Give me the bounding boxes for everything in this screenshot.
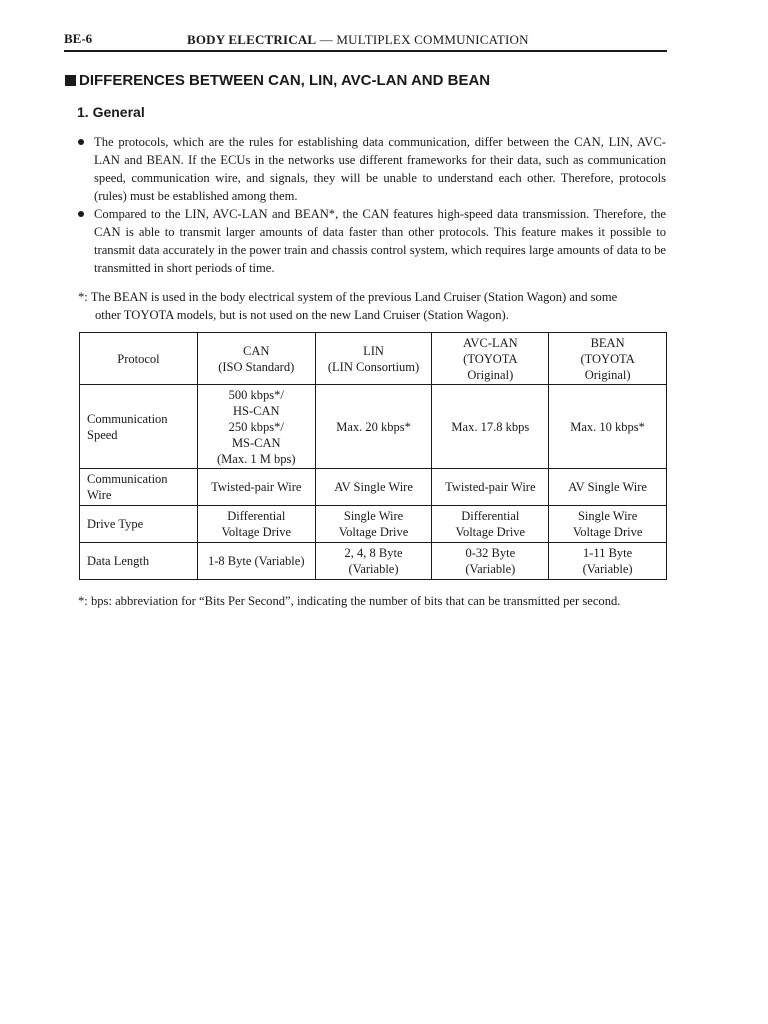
bullet-paragraph: Compared to the LIN, AVC-LAN and BEAN*, the CAN features high-speed data transmission. Therefore, the CAN is able to transmit larger amounts of data faster than other protocols. This feature makes it possible to transmit data accurately in the power train and chassis control system, which requires large amounts of data to be transmitted in short periods of time. <box>94 207 666 275</box>
table-cell: AV Single Wire <box>549 469 667 506</box>
table-cell: 1-8 Byte (Variable) <box>197 543 315 580</box>
table-row <box>80 543 667 580</box>
table-header-cell: CAN (ISO Standard) <box>197 333 315 385</box>
table-row-label: Data Length <box>80 543 198 580</box>
table-cell: 500 kbps*/ HS-CAN 250 kbps*/ MS-CAN (Max. 1 M bps) <box>197 385 315 469</box>
table-cell: Single Wire Voltage Drive <box>315 506 432 543</box>
table-header-cell: BEAN (TOYOTA Original) <box>549 333 667 385</box>
table-cell: AV Single Wire <box>315 469 432 506</box>
section-title-text: DIFFERENCES BETWEEN CAN, LIN, AVC-LAN AND BEAN <box>79 72 491 89</box>
page-number: BE-6 <box>64 31 93 46</box>
table-cell: Single Wire Voltage Drive <box>549 506 667 543</box>
table-cell: Max. 17.8 kbps <box>432 385 549 469</box>
table-cell: 0-32 Byte (Variable) <box>432 543 549 580</box>
bean-footnote-line: other TOYOTA models, but is not used on the new Land Cruiser (Station Wagon). <box>95 308 509 322</box>
table-cell: Twisted-pair Wire <box>432 469 549 506</box>
table-row <box>80 506 667 543</box>
running-title <box>187 32 529 48</box>
table-row <box>80 385 667 469</box>
table-header-cell: AVC-LAN (TOYOTA Original) <box>432 333 549 385</box>
section-title <box>65 72 490 89</box>
black-square-icon <box>65 75 76 86</box>
table-row-label: Drive Type <box>80 506 198 543</box>
table-cell: Max. 10 kbps* <box>549 385 667 469</box>
table-cell: Twisted-pair Wire <box>197 469 315 506</box>
protocol-comparison-table <box>79 332 667 580</box>
table-row-label: Communication Wire <box>80 469 198 506</box>
table-cell: Differential Voltage Drive <box>432 506 549 543</box>
table-cell: Differential Voltage Drive <box>197 506 315 543</box>
subsection-title: 1. General <box>77 104 145 120</box>
table-cell: 2, 4, 8 Byte (Variable) <box>315 543 432 580</box>
running-title-rest: — MULTIPLEX COMMUNICATION <box>316 32 529 47</box>
table-row <box>80 333 667 385</box>
table-cell: 1-11 Byte (Variable) <box>549 543 667 580</box>
bean-footnote <box>78 288 668 324</box>
table-header-cell: Protocol <box>80 333 198 385</box>
table-cell: Max. 20 kbps* <box>315 385 432 469</box>
bean-footnote-line: *: The BEAN is used in the body electrical system of the previous Land Cruiser (Station Wagon) and some <box>78 290 618 304</box>
running-title-bold: BODY ELECTRICAL <box>187 32 317 47</box>
bps-footnote: *: bps: abbreviation for “Bits Per Second”, indicating the number of bits that can be transmitted per second. <box>78 594 621 608</box>
table-row <box>80 469 667 506</box>
bullet-paragraph: The protocols, which are the rules for establishing data communication, differ between the CAN, LIN, AVC-LAN and BEAN. If the ECUs in the networks use different frameworks for their data, such as communication speed, communication wire, and signals, they will be unable to understand each other. Therefore, protocols (rules) must be established among them. <box>94 135 666 203</box>
page-header <box>64 30 667 52</box>
table-row-label: Communication Speed <box>80 385 198 469</box>
table-header-cell: LIN (LIN Consortium) <box>315 333 432 385</box>
